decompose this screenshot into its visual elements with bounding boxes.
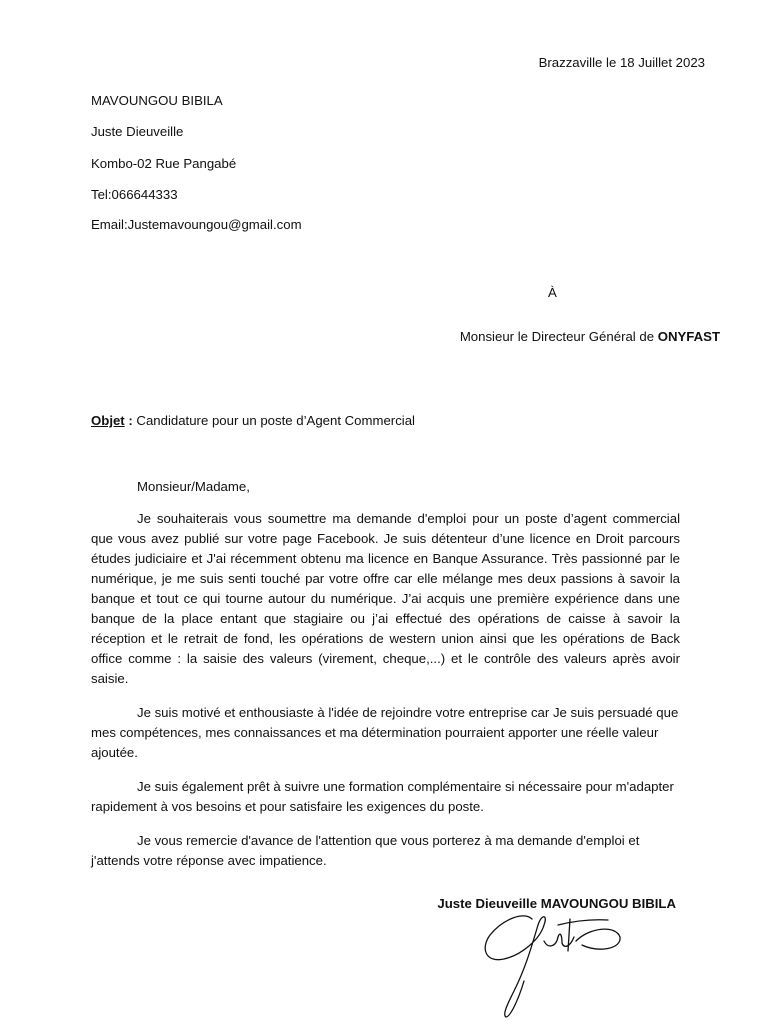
sender-email: Email:Justemavoungou@gmail.com xyxy=(91,217,302,232)
sender-phone: Tel:066644333 xyxy=(91,187,178,202)
paragraph: Je vous remercie d'avance de l'attention que vous porterez à ma demande d'emploi et j'attends votre réponse avec impatience. xyxy=(91,833,640,868)
date-line: Brazzaville le 18 Juillet 2023 xyxy=(538,55,705,70)
object-line xyxy=(91,412,415,429)
handwritten-signature xyxy=(478,905,628,1020)
recipient-line xyxy=(460,328,720,345)
paragraph: Je suis motivé et enthousiaste à l'idée de rejoindre votre entreprise car Je suis persuadé que mes compétences, mes connaissances et ma détermination pourraient apporter une réelle valeur ajoutée. xyxy=(91,705,679,760)
object-text: Candidature pour un poste d’Agent Commercial xyxy=(132,413,415,428)
object-colon: : xyxy=(124,413,133,428)
letter-body xyxy=(91,509,680,885)
recipient-company: ONYFAST xyxy=(657,329,720,344)
recipient-prefix: À xyxy=(548,285,557,300)
sender-first-name: Juste Dieuveille xyxy=(91,124,184,139)
sender-address: Kombo-02 Rue Pangabé xyxy=(91,156,237,171)
paragraph: Je suis également prêt à suivre une formation complémentaire si nécessaire pour m'adapter rapidement à vos besoins et pour satisfaire les exigences du poste. xyxy=(91,779,674,814)
sender-name: MAVOUNGOU BIBILA xyxy=(91,93,223,108)
paragraph: Je souhaiterais vous soumettre ma demande d'emploi pour un poste d’agent commercial que vous avez publié sur votre page Facebook. Je suis détenteur d’une licence en Droit parcours études judiciaire et J'ai récemment obtenu ma licence en Banque Assurance. Très passionné par le numérique, je me suis senti touché par votre offre car elle mélange mes deux passions à savoir la banque et tout ce qui tourne autour du numérique. J’ai acquis une première expérience dans une banque de la place entant que stagiaire ou j’ai effectué des opérations de caisse à savoir la réception et le retrait de fond, les opérations de western union ainsi que les opérations de Back office comme : la saisie des valeurs (virement, cheque,...) et le contrôle des valeurs après avoir saisie. xyxy=(91,511,680,686)
object-label: Objet xyxy=(91,413,125,428)
recipient-title: Monsieur le Directeur Général de xyxy=(459,329,658,344)
salutation: Monsieur/Madame, xyxy=(137,479,250,494)
signature-name: Juste Dieuveille MAVOUNGOU BIBILA xyxy=(437,896,676,911)
